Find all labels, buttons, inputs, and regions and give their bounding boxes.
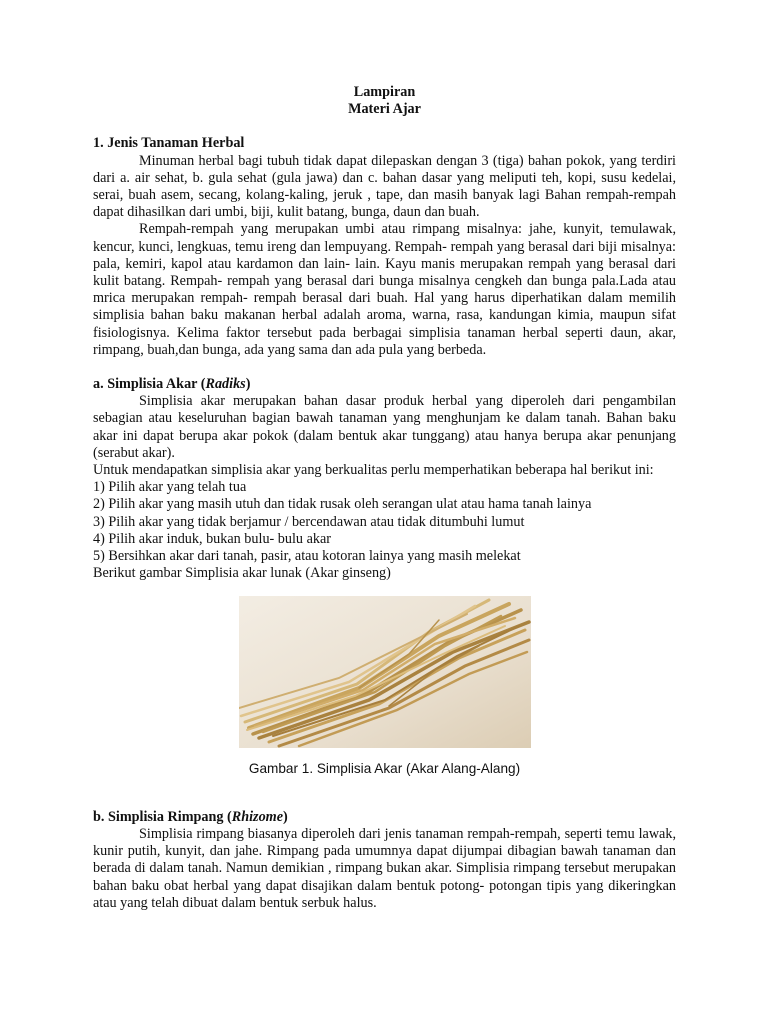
section-1-paragraph-2: Rempah-rempah yang merupakan umbi atau rimpang misalnya: jahe, kunyit, temulawak, kencur, kunci, lengkuas, temu ireng dan lempuyang. Rempah- rempah yang berasal dari biji misalnya: pala, kemiri, kapol atau kardamon dan lain- lain. Kayu manis merupakan rempah yang berasal dari kulit batang. Rempah- rempah yang berasal dari bunga misalnya cengkeh dan bunga pala.Lada atau mrica merupakan rempah- rempah berasal dari buah. Hal yang harus diperhatikan dalam memilih simplisia bahan baku makanan herbal adalah aroma, warna, rasa, kandungan kimia, maupun sifat fisiologisnya. Kelima faktor tersebut pada berbagai simplisia tanaman herbal seperti daun, akar, rimpang, buah,dan bunga, ada yang sama dan ada pula yang berbeda.	[93, 221, 676, 358]
root-photo	[239, 596, 531, 748]
section-b-heading-prefix: b. Simplisia Rimpang (	[93, 808, 232, 825]
section-a-paragraph-1: Simplisia akar merupakan bahan dasar produk herbal yang diperoleh dari pengambilan sebagian atau keseluruhan bagian bawah tanaman yang menghunjam ke dalam tanah. Bahan baku akar ini dapat berupa akar pokok (dalam bentuk akar tunggang) atau hanya berupa akar penunjang (serabut akar).	[93, 393, 676, 461]
section-1-heading: 1. Jenis Tanaman Herbal	[93, 135, 245, 152]
figure-intro: Berikut gambar Simplisia akar lunak (Akar ginseng)	[93, 565, 391, 582]
section-b-paragraph-1: Simplisia rimpang biasanya diperoleh dari jenis tanaman rempah-rempah, seperti temu lawak, kunir putih, kunyit, dan jahe. Rimpang pada umumnya dapat dijumpai dibagian bawah tanaman dan berada di dalam tanah. Namun demikian , rimpang bukan akar. Simplisia rimpang tersebut merupakan bahan baku obat herbal yang dapat disajikan dalam bentuk potong- potongan tipis yang dikeringkan atau yang telah dibuat dalam bentuk serbuk halus.	[93, 825, 676, 911]
list-item: 3) Pilih akar yang tidak berjamur / bercendawan atau tidak ditumbuhi lumut	[93, 513, 525, 530]
list-item: 4) Pilih akar induk, bukan bulu- bulu akar	[93, 530, 331, 547]
section-a-heading-suffix: )	[245, 376, 251, 393]
section-1-paragraph-1: Minuman herbal bagi tubuh tidak dapat dilepaskan dengan 3 (tiga) bahan pokok, yang terdiri dari a. air sehat, b. gula sehat (gula jawa) dan c. bahan dasar yang meliputi teh, kopi, susu kedelai, serai, buah asem, secang, kolang-kaling, jeruk , tape, dan masih banyak lagi Bahan rempah-rempah dapat dihasilkan dari umbi, biji, kulit batang, bunga, daun dan buah.	[93, 152, 676, 221]
section-b-heading-italic: Rhizome	[231, 808, 284, 825]
section-a-paragraph-2: Untuk mendapatkan simplisia akar yang berkualitas perlu memperhatikan beberapa hal berikut ini:	[93, 462, 654, 479]
document-subtitle: Materi Ajar	[348, 101, 421, 118]
section-b-heading-suffix: )	[283, 808, 288, 825]
list-item: 1) Pilih akar yang telah tua	[93, 479, 247, 496]
figure-caption: Gambar 1. Simplisia Akar (Akar Alang-Alang)	[248, 761, 521, 777]
list-item: 2) Pilih akar yang masih utuh dan tidak rusak oleh serangan ulat atau hama tanah lainya	[93, 496, 592, 513]
document-title: Lampiran	[353, 84, 416, 100]
section-a-heading	[93, 376, 676, 393]
section-a-heading-prefix: a. Simplisia Akar (	[93, 376, 206, 393]
list-item: 5) Bersihkan akar dari tanah, pasir, atau kotoran lainya yang masih melekat	[93, 548, 521, 565]
document-page	[93, 84, 676, 912]
section-a-heading-italic: Radiks	[205, 376, 246, 393]
section-b-heading	[93, 809, 676, 826]
